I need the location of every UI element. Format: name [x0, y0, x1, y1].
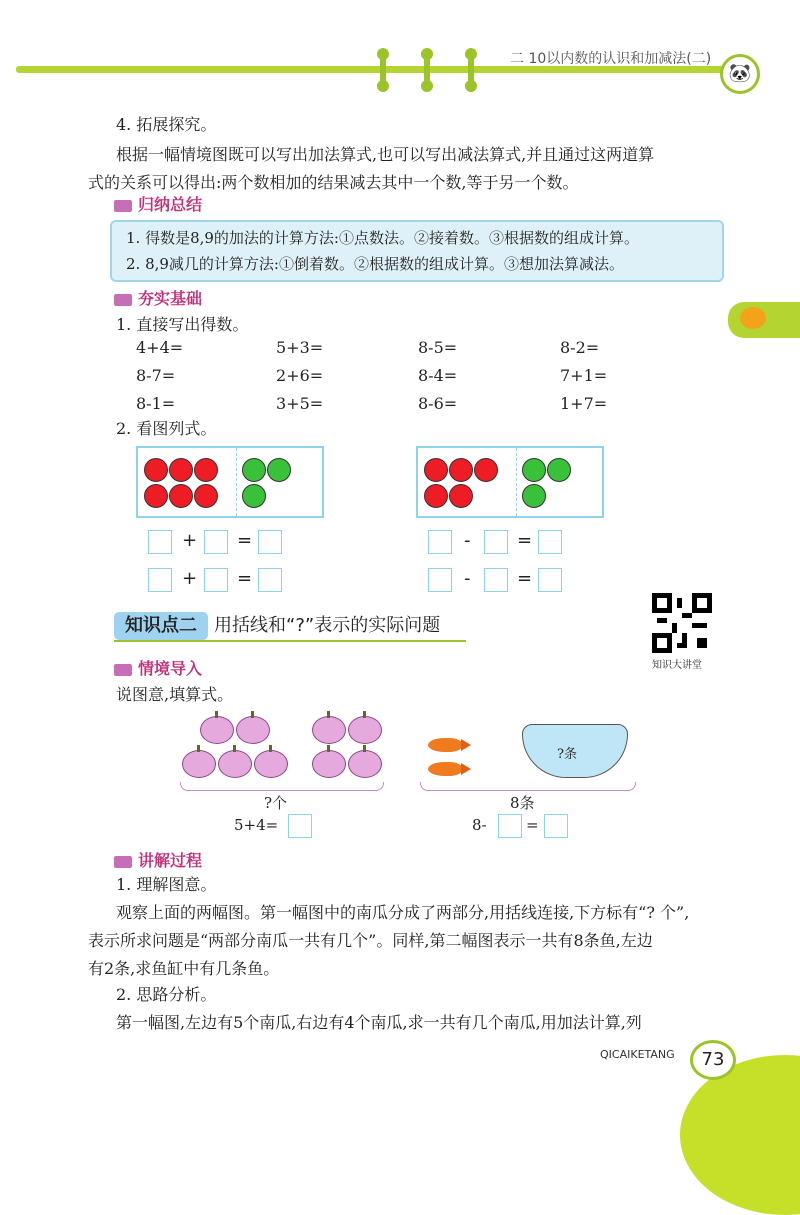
pumpkin — [348, 750, 382, 778]
bracket-line — [180, 782, 384, 791]
answer-box[interactable] — [544, 814, 568, 838]
arithmetic-item: 8-4= — [418, 366, 458, 385]
plus-sign: + — [182, 530, 198, 551]
green-dot — [547, 458, 571, 482]
summary-box — [110, 220, 724, 282]
answer-box[interactable] — [484, 568, 508, 592]
green-dot — [522, 484, 546, 508]
equals-sign: = — [517, 568, 533, 589]
explain-paragraph: 第一幅图,左边有5个南瓜,右边有4个南瓜,求一共有几个南瓜,用加法计算,列 — [116, 1013, 642, 1032]
answer-box[interactable] — [258, 530, 282, 554]
red-dot — [194, 484, 218, 508]
red-dot — [474, 458, 498, 482]
arithmetic-item: 8-5= — [418, 338, 458, 357]
answer-box[interactable] — [498, 814, 522, 838]
knowledge-point-bar — [114, 610, 466, 642]
equals-sign: = — [237, 530, 253, 551]
minus-sign: - — [464, 530, 471, 551]
pumpkin — [312, 716, 346, 744]
right-equation-part: = — [526, 816, 539, 834]
header-pin — [468, 52, 474, 88]
explain-paragraph: 表示所求问题是“两部分南瓜一共有几个”。同样,第二幅图表示一共有8条鱼,左边 — [88, 931, 653, 950]
equals-sign: = — [517, 530, 533, 551]
arithmetic-item: 8-2= — [560, 338, 600, 357]
red-dot — [144, 484, 168, 508]
pumpkin — [182, 750, 216, 778]
explain-heading: 讲解过程 — [114, 848, 202, 871]
answer-box[interactable] — [484, 530, 508, 554]
right-equation-part: 8- — [472, 816, 487, 834]
explain-step: 1. 理解图意。 — [116, 875, 217, 894]
explain-paragraph: 观察上面的两幅图。第一幅图中的南瓜分成了两部分,用括线连接,下方标有“? 个”, — [116, 903, 690, 922]
folder-icon — [114, 200, 132, 212]
answer-box[interactable] — [288, 814, 312, 838]
pumpkin — [218, 750, 252, 778]
arithmetic-item: 4+4= — [136, 338, 184, 357]
footer-decoration — [680, 1055, 800, 1215]
arithmetic-item: 8-7= — [136, 366, 176, 385]
arithmetic-item: 2+6= — [276, 366, 324, 385]
red-dot — [424, 484, 448, 508]
red-dot — [144, 458, 168, 482]
red-dot — [169, 458, 193, 482]
intro-paragraph: 根据一幅情境图既可以写出加法算式,也可以写出减法算式,并且通过这两道算 — [116, 145, 655, 164]
red-dot — [169, 484, 193, 508]
chapter-title: 二 10以内数的认识和加减法(二) — [510, 51, 712, 67]
folder-icon — [114, 294, 132, 306]
pumpkin — [200, 716, 234, 744]
summary-heading: 归纳总结 — [114, 192, 202, 215]
arithmetic-item: 5+3= — [276, 338, 324, 357]
fish — [428, 738, 462, 752]
folder-icon — [114, 856, 132, 868]
dot-picture — [416, 446, 604, 518]
explain-step: 2. 思路分析。 — [116, 985, 217, 1004]
page-number: 73 — [690, 1040, 736, 1080]
panda-icon: 🐼 — [720, 54, 760, 94]
arithmetic-item: 8-1= — [136, 394, 176, 413]
arithmetic-item: 3+5= — [276, 394, 324, 413]
basics-heading: 夯实基础 — [114, 286, 202, 309]
arithmetic-item: 1+7= — [560, 394, 608, 413]
minus-sign: - — [464, 568, 471, 589]
pumpkin — [348, 716, 382, 744]
situation-prompt: 说图意,填算式。 — [116, 685, 234, 704]
red-dot — [424, 458, 448, 482]
answer-box[interactable] — [428, 568, 452, 592]
pumpkin — [236, 716, 270, 744]
folder-icon — [114, 664, 132, 676]
bowl-label: ?条 — [557, 747, 577, 762]
fish — [428, 762, 462, 776]
qr-caption: 知识大讲堂 — [652, 660, 702, 671]
plus-sign: + — [182, 568, 198, 589]
header-pin — [424, 52, 430, 88]
answer-box[interactable] — [204, 530, 228, 554]
summary-line: 1. 得数是8,9的加法的计算方法:①点数法。②接着数。③根据数的组成计算。 — [126, 229, 639, 247]
left-total-label: ?个 — [264, 794, 288, 812]
header-pin — [380, 52, 386, 88]
intro-paragraph: 式的关系可以得出:两个数相加的结果减去其中一个数,等于另一个数。 — [88, 173, 579, 192]
brand-text: QICAIKETANG — [600, 1048, 675, 1061]
pumpkin — [312, 750, 346, 778]
fish-bowl-icon — [522, 724, 628, 778]
qr-code-icon[interactable] — [652, 593, 712, 653]
right-total-label: 8条 — [510, 794, 535, 812]
answer-box[interactable] — [204, 568, 228, 592]
arithmetic-item: 8-6= — [418, 394, 458, 413]
situation-heading: 情境导入 — [114, 656, 202, 679]
answer-box[interactable] — [538, 530, 562, 554]
question-2: 2. 看图列式。 — [116, 419, 217, 438]
question-1: 1. 直接写出得数。 — [116, 315, 249, 334]
explain-paragraph: 有2条,求鱼缸中有几条鱼。 — [88, 959, 280, 978]
knowledge-point-title: 用括线和“?”表示的实际问题 — [214, 615, 441, 636]
green-dot — [267, 458, 291, 482]
equals-sign: = — [237, 568, 253, 589]
dot-picture — [136, 446, 324, 518]
arithmetic-item: 7+1= — [560, 366, 608, 385]
item-4-heading: 4. 拓展探究。 — [116, 115, 217, 134]
answer-box[interactable] — [428, 530, 452, 554]
pumpkin — [254, 750, 288, 778]
answer-box[interactable] — [538, 568, 562, 592]
answer-box[interactable] — [258, 568, 282, 592]
answer-box[interactable] — [148, 568, 172, 592]
bracket-line — [420, 782, 636, 791]
left-equation: 5+4= — [234, 816, 279, 834]
answer-box[interactable] — [148, 530, 172, 554]
red-dot — [194, 458, 218, 482]
green-dot — [242, 484, 266, 508]
summary-line: 2. 8,9减几的计算方法:①倒着数。②根据数的组成计算。③想加法算减法。 — [126, 255, 624, 273]
goldfish-icon — [740, 307, 766, 329]
red-dot — [449, 458, 473, 482]
green-dot — [522, 458, 546, 482]
knowledge-point-label: 知识点二 — [114, 612, 208, 640]
red-dot — [449, 484, 473, 508]
green-dot — [242, 458, 266, 482]
